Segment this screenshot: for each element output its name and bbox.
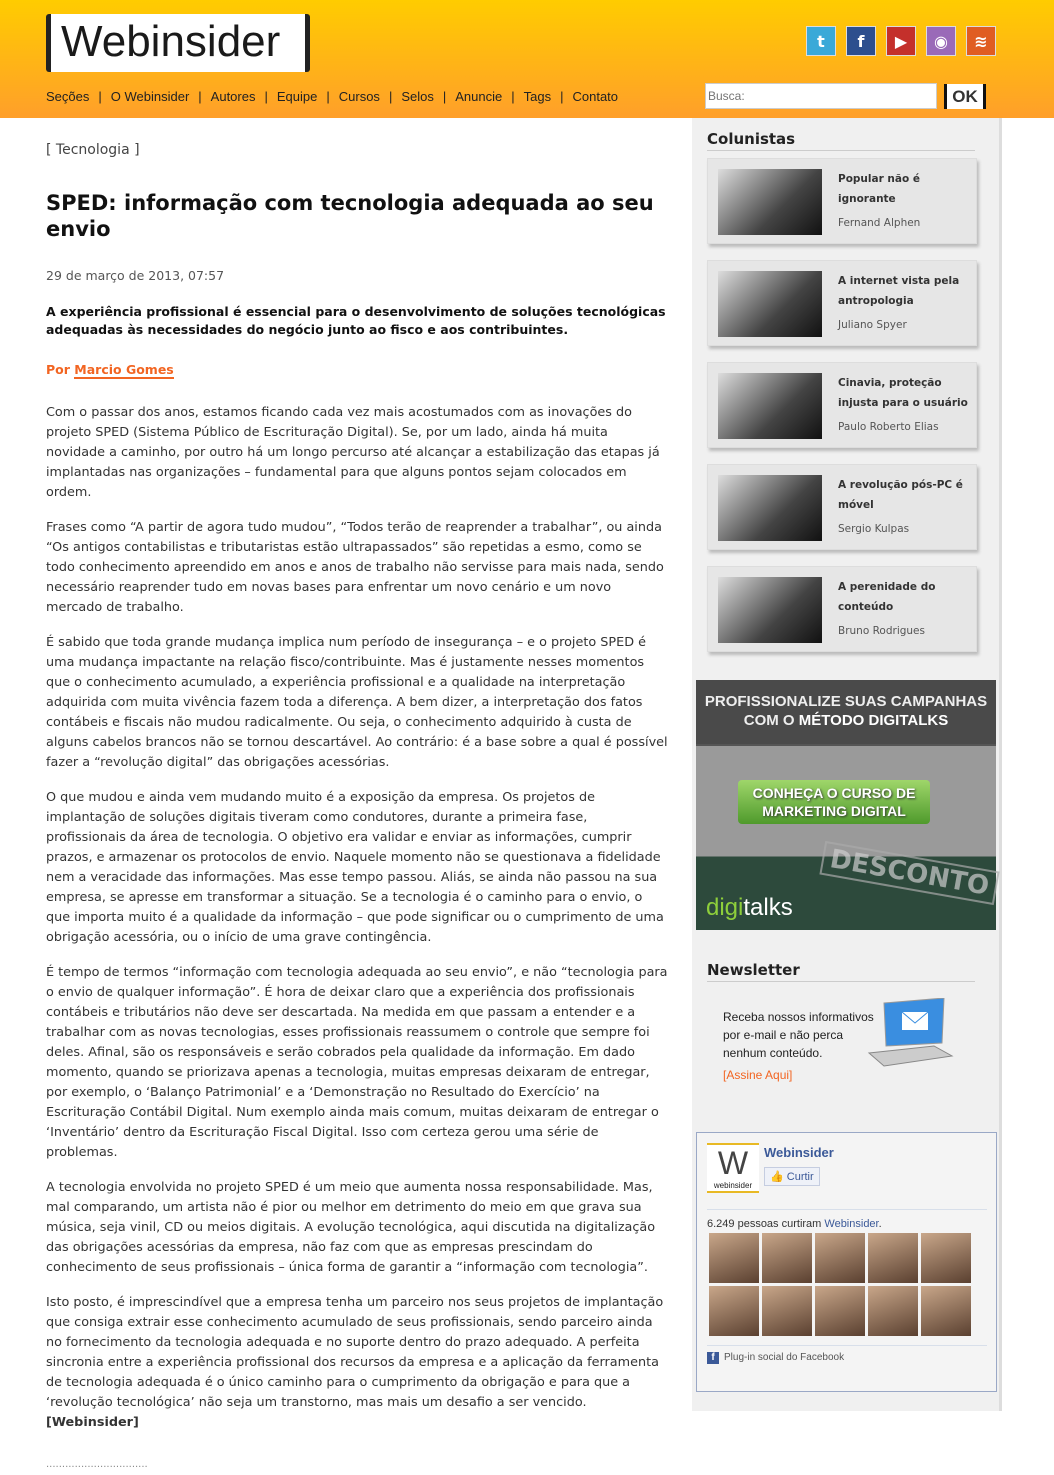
ad-stamp: DESCONTO [819,841,999,905]
article-paragraph [46,788,670,948]
article-paragraph [46,518,670,618]
signature: [Webinsider] [46,1415,139,1430]
fan-avatar[interactable] [709,1233,759,1283]
facebook-icon: f [707,1352,719,1364]
columnist-card[interactable] [707,566,977,652]
nav-item[interactable]: Seções [46,89,90,104]
thumbs-up-icon: 👍 [770,1171,784,1183]
podcast-icon[interactable]: ◉ [926,26,956,56]
fan-avatar[interactable] [868,1286,918,1336]
nav-item[interactable]: Equipe [276,89,318,104]
columnist-photo [718,271,822,337]
columnist-photo [718,169,822,235]
paragraph-text: É tempo de termos “informação com tecnologia adequada ao seu envio”, e não “tecnologia para o envio de qualquer informação”. É hora de deixar claro que a experiência dos profissionais contábeis e tributários não deve ser descartada. Na medida em que passam a entender e a trabalhar com as novas tecnologias, esses profissionais reassumem o controle que sempre foi deles. Afinal, são os responsáveis e serão cobrados pela qualidade da informação. Em dado momento, quando se priorizava apenas a tecnologia, muitas empresas deixaram de entregar, por exemplo, o ‘Balanço Patrimonial’ e a ‘Demonstração no Resultado do Exercício’ na Escrituração Contábil Digital. Num exemplo ainda mais comum, muitas deixaram de entregar o ‘Inventário’ dentro da Escrituração Fiscal Digital. Isso com certeza gerou uma série de problemas. [46,965,668,1160]
digitalks-ad-banner[interactable] [696,680,996,930]
fb-page-name[interactable]: Webinsider [764,1145,834,1160]
ad-headline [696,680,996,744]
social-links [806,26,996,56]
nav-separator: | [560,89,564,104]
nav-separator: | [442,89,447,104]
fb-like-button[interactable] [764,1167,820,1186]
count-text: 6.249 pessoas curtiram [707,1218,825,1230]
columnists-heading: Colunistas [707,130,975,151]
columnist-author: Sergio Kulpas [838,523,910,535]
author-link[interactable]: Marcio Gomes [74,362,174,377]
ad-line1: PROFISSIONALIZE SUAS CAMPANHAS [704,693,988,710]
article-paragraph [46,633,670,773]
by-label: Por [46,362,70,377]
digitalks-logo [706,894,793,922]
facebook-icon[interactable]: f [846,26,876,56]
nav-item[interactable]: Anuncie [455,89,503,104]
article-title: SPED: informação com tecnologia adequada ao seu envio [46,191,654,241]
columnist-author: Juliano Spyer [838,319,907,331]
columnist-photo [718,475,822,541]
byline [46,360,670,380]
fb-plugin-footer[interactable] [707,1345,987,1364]
paragraph-text: Frases como “A partir de agora tudo mudou”, “Todos terão de reaprender a trabalhar”, ou ainda “Os antigos contabilistas e tributaristas estão ultrapassados” são repetidas a esmo, como se todo conhecimento apreendido em anos e anos de trabalho não servisse para mais nada, sendo necessário reaprender tudo em novas bases para enfrentar um novo cenário e um novo mercado de trabalho. [46,520,664,615]
paragraph-text: O que mudou e ainda vem mudando muito é a exposição da empresa. Os projetos de implantação de soluções digitais tiveram como condutores, durante a primeira fase, profissionais da área de tecnologia. O objetivo era validar e enviar as informações, cumprir prazos, e armazenar os protocolos de envio. Naquele momento não se questionava a fidelidade nem a veracidade das informações. Mas esse tempo passou. Aliás, se ainda não passou na sua empresa, se apresse em transformar a situação. Se a tecnologia é o caminho para o envio, o que importa muito é a qualidade da informação – que pode significar ou o cumprimento de uma obrigação acessória, ou o início de uma grave contingência. [46,790,664,945]
ad-line2-bold: MÉTODO DIGITALKS [798,712,949,729]
columnist-article-title[interactable]: Popular não é ignorante [838,173,920,205]
paragraph-text: Isto posto, é imprescindível que a empresa tenha um parceiro nos seus projetos de implantação que consiga extrair esse conhecimento acumulado de seus profissionais, sendo parceiro ainda no fornecimento da tecnologia adequada e no suporte dentro do prazo adequado. A perfeita sincronia entre a experiência profissional dos recursos da empresa e a aplicação da ferramenta de tecnologia adequada é o único caminho para o cumprimento da obrigação e para que a ‘revolução tecnológica’ não seja um transtorno, mas mais um desafio a ser vencido. [46,1295,664,1410]
count-end: . [878,1218,882,1230]
nav-separator: | [388,89,393,104]
nav-item[interactable]: Cursos [338,89,380,104]
columnist-article-title[interactable]: A revolução pós-PC é móvel [838,479,963,511]
fb-footer-text: Plug-in social do Facebook [724,1352,845,1363]
columnist-card[interactable] [707,362,977,448]
columnist-author: Fernand Alphen [838,217,921,229]
columnist-card[interactable] [707,260,977,346]
site-logo[interactable]: Webinsider [46,14,310,72]
nav-item[interactable]: Autores [210,89,256,104]
columnist-photo [718,577,822,643]
search-button[interactable]: OK [944,84,986,109]
fb-like-count [707,1209,987,1230]
article [46,140,670,1475]
columnist-card[interactable] [707,158,977,244]
nav-item[interactable]: Selos [401,89,434,104]
columnist-author: Paulo Roberto Elias [838,421,939,433]
article-paragraph [46,1293,670,1433]
nav-item[interactable]: Tags [523,89,552,104]
nav-separator: | [511,89,515,104]
logo-text: webinsider [713,1181,753,1190]
columnist-photo [718,373,822,439]
fan-avatar[interactable] [921,1286,971,1336]
newsletter-text: Receba nossos informativos por e-mail e não perca nenhum conteúdo. [723,1010,874,1060]
site-header [0,0,1054,118]
search-input[interactable] [705,83,937,109]
article-lead: A experiência profissional é essencial para o desenvolvimento de soluções tecnológicas adequadas às necessidades do negócio junto ao fisco e aos contribuintes. [46,304,666,337]
fan-avatar[interactable] [921,1233,971,1283]
nav-item[interactable]: O Webinsider [110,89,190,104]
nav-separator: | [326,89,330,104]
fan-avatar[interactable] [709,1286,759,1336]
facebook-like-box [696,1132,997,1392]
columnist-author: Bruno Rodrigues [838,625,925,637]
main-nav [46,89,618,104]
article-body [46,403,670,1433]
fan-avatar[interactable] [815,1286,865,1336]
twitter-icon[interactable]: t [806,26,836,56]
article-paragraph [46,403,670,503]
webinsider-fb-logo[interactable] [707,1143,759,1193]
columnist-article-title[interactable]: A internet vista pela antropologia [838,275,960,307]
fan-faces [709,1233,971,1336]
fan-avatar[interactable] [762,1233,812,1283]
laptop-email-icon [864,998,954,1068]
separator: ................................ [46,1459,148,1470]
youtube-icon[interactable]: ▶ [886,26,916,56]
category-label[interactable]: [ Tecnologia ] [46,142,140,158]
ad-image [696,746,996,930]
article-paragraph [46,1178,670,1278]
fan-avatar[interactable] [815,1233,865,1283]
logo-letter: W [717,1145,749,1181]
fb-page-link[interactable]: Webinsider [824,1218,879,1230]
like-label: Curtir [786,1171,814,1183]
nav-separator: | [198,89,202,104]
newsletter-heading: Newsletter [707,961,975,982]
newsletter-signup-link[interactable]: [Assine Aqui] [723,1068,793,1082]
ad-line2: COM O [743,712,799,729]
columnist-article-title[interactable]: A perenidade do conteúdo [838,581,936,613]
nav-separator: | [98,89,102,104]
logo-part-b: talks [743,894,793,921]
article-date: 29 de março de 2013, 07:57 [46,268,225,283]
paragraph-text: Com o passar dos anos, estamos ficando cada vez mais acostumados com as inovações do projeto SPED (Sistema Público de Escrituração Digital). Se, por um lado, ainda há muita novidade a caminho, por outro há um longo percurso até alcançar a estabilização das etapas já implantadas nas organizações – fundamental para que alguns pontos sejam colocados em ordem. [46,405,660,500]
fan-avatar[interactable] [762,1286,812,1336]
ad-cta-button[interactable]: CONHEÇA O CURSO DE MARKETING DIGITAL [738,780,930,824]
paragraph-text: É sabido que toda grande mudança implica num período de insegurança – e o projeto SPED é uma mudança impactante na relação fisco/contribuinte. Mas é justamente nesses momentos que o conhecimento acumulado, a experiência profissional e a qualidade na interpretação adquirida com muita vivência fazem toda a diferença. A bem dizer, a interpretação dos fatos contábeis e fiscais não mudou radicalmente. Ou seja, o conhecimento adquirido à custa de alguns cabelos brancos não se tornou descartável. Ao contrário: é a base sobre a qual é possível fazer a “revolução digital” das obrigações acessórias. [46,635,668,770]
columnist-article-title[interactable]: Cinavia, proteção injusta para o usuário [838,377,968,409]
fan-avatar[interactable] [868,1233,918,1283]
paragraph-text: A tecnologia envolvida no projeto SPED é um meio que aumenta nossa responsabilidade. Mas, mal comparando, um artista não é pior ou melhor em detrimento do meio em que grava sua música, seja vinil, CD ou meios digitais. A evolução tecnológica, aqui discutida na digitalização das obrigações acessórias da empresa, não faz com que as empresas prescindam do conhecimento de seus profissionais – única forma de garantir a “informação com tecnologia”. [46,1180,656,1275]
rss-icon[interactable]: ≋ [966,26,996,56]
columnist-card[interactable] [707,464,977,550]
logo-part-a: digi [706,894,744,921]
nav-item[interactable]: Contato [572,89,619,104]
nav-separator: | [264,89,268,104]
sidebar [692,118,1002,1411]
article-paragraph [46,963,670,1163]
